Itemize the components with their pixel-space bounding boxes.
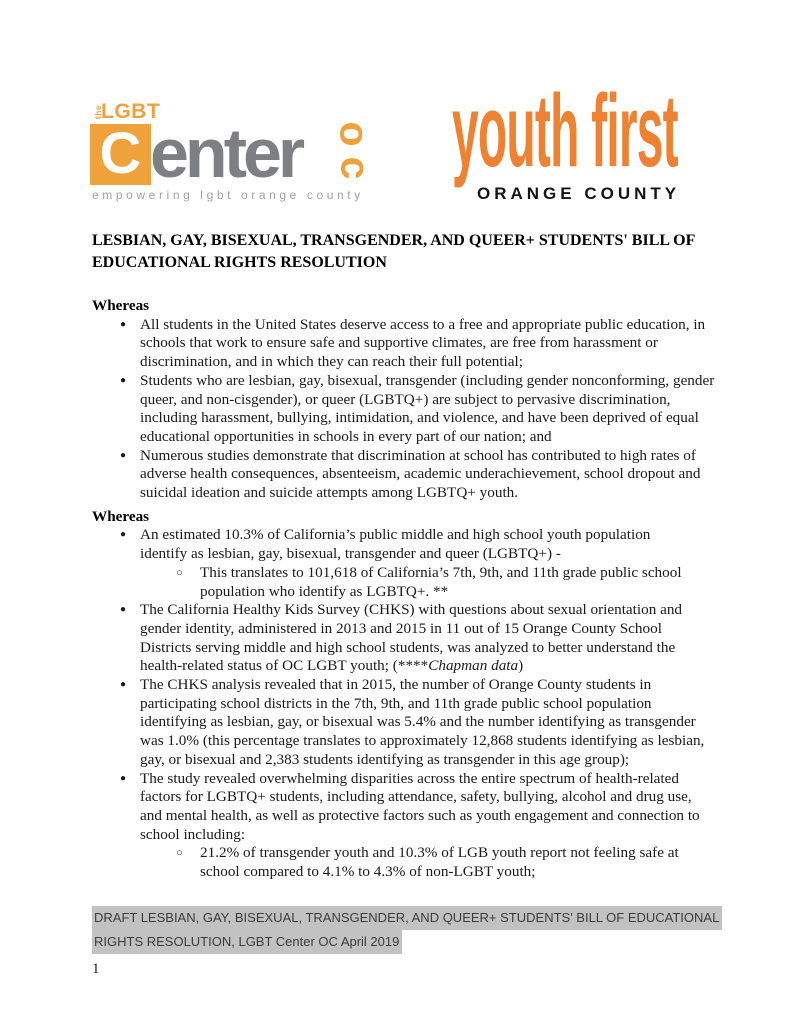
list-item-text: An estimated 10.3% of California’s public middle and high school youth population identify as lesbian, gay, bisexual, transgender and queer (LGBTQ+) - [140,526,651,563]
list-item-text-italic: Chapman data [428,657,519,675]
list-item [92,447,716,503]
list-item-text: Numerous studies demonstrate that discrimination at school has contributed to high rates of adverse health consequences, absenteeism, academic underachievement, school dropout and suicidal ideation and suicide attempts among LGBTQ+ youth. [140,446,701,502]
bullet-icon: ● [120,772,127,784]
page-footer [92,906,732,980]
logo-oc-letters [331,117,378,185]
youth-first-subtitle: ORANGE COUNTY [477,184,681,203]
sub-bullet-icon: ○ [176,566,183,579]
list-item [92,770,716,845]
list-item [92,316,716,372]
footer-line1: DRAFT LESBIAN, GAY, BISEXUAL, TRANSGENDER, AND QUEER+ STUDENTS' BILL OF EDUCATIONAL [92,906,722,930]
whereas-2-list [92,526,716,881]
sub-list-item [92,844,716,881]
bullet-icon: ● [120,318,127,330]
list-item-text-before: The California Healthy Kids Survey (CHKS) with questions about sexual orientation and gender identity, administered in 2013 and 2015 in 11 out of 15 Orange County School Districts serving middle and high school students, was analyzed to better understand the health-related status of OC LGBT youth; (**** [140,601,683,675]
list-item-text: All students in the United States deserve access to a free and appropriate public education, in schools that work to ensure safe and supportive climates, are free from harassment or discrimination, and in which they can reach their full potential; [140,315,706,371]
logo-oc-c: c [332,156,378,180]
bullet-icon: ● [120,679,127,691]
list-item-text: The study revealed overwhelming disparities across the entire spectrum of health-related factors for LGBTQ+ students, including attendance, safety, bullying, alcohol and drug use, and mental health, as well as protective factors such as youth engagement and connection to school including: [140,769,700,843]
lgbt-center-tagline: empowering lgbt orange county [92,188,364,202]
whereas-heading-1: Whereas [92,297,150,314]
sub-list-item-text: This translates to 101,618 of California’s 7th, 9th, and 11th grade public school population who identify as LGBTQ+. ** [200,563,682,600]
list-item-text: Students who are lesbian, gay, bisexual, transgender (including gender nonconforming, gender queer, and non-cisgender), or queer (LGBTQ+) are subject to pervasive discrimination, including harassment, bullying, intimidation, and violence, and have been deprived of equal educational opportunities in schools in every part of our nation; and [140,371,715,445]
logo-enter-text: enter [150,114,302,192]
footer-line2: RIGHTS RESOLUTION, LGBT Center OC April 2019 [92,930,402,954]
document-title [92,230,716,273]
logo-the-text: the [93,104,104,120]
youth-first-logo [452,73,697,207]
document-body [92,230,716,882]
list-item-text-after: ) [518,657,524,675]
logo-c-letter: C [99,124,142,185]
bullet-icon: ● [120,604,127,616]
bullet-icon: ● [120,374,127,386]
logo-oc-o: o [331,121,378,147]
page-number: 1 [92,961,100,977]
list-item [92,526,716,563]
document-title-line1: LESBIAN, GAY, BISEXUAL, TRANSGENDER, AND QUEER+ STUDENTS' BILL OF [92,232,696,249]
list-item [92,372,716,447]
document-title-line2: EDUCATIONAL RIGHTS RESOLUTION [92,253,387,271]
sub-list-item [92,564,716,601]
list-item [92,676,716,770]
sub-bullet-icon: ○ [176,847,183,860]
whereas-1-list [92,316,716,503]
list-item [92,601,716,676]
list-item-text: The CHKS analysis revealed that in 2015, the number of Orange County students in participating school districts in the 7th, 9th, and 11th grade public school population identifying as lesbian, gay, or bisexual was 5.4% and the number identifying as transgender was 1.0% (this percentage translates to approximately 12,868 students identifying as lesbian, gay, or bisexual and 2,383 students identifying as transgender in this age group); [140,676,705,768]
logo-lgbt-text: LGBT [101,100,161,123]
whereas-heading-2: Whereas [92,507,150,525]
list-item-text [140,601,716,676]
youth-first-wordmark: youth first [452,73,678,189]
lgbt-center-logo-square [90,124,151,185]
bullet-icon: ● [120,529,127,541]
sub-list-item-text: 21.2% of transgender youth and 10.3% of LGB youth report not feeling safe at school compared to 4.1% to 4.3% of non-LGBT youth; [200,844,679,881]
lgbt-center-oc-logo [90,100,380,204]
bullet-icon: ● [120,449,127,461]
